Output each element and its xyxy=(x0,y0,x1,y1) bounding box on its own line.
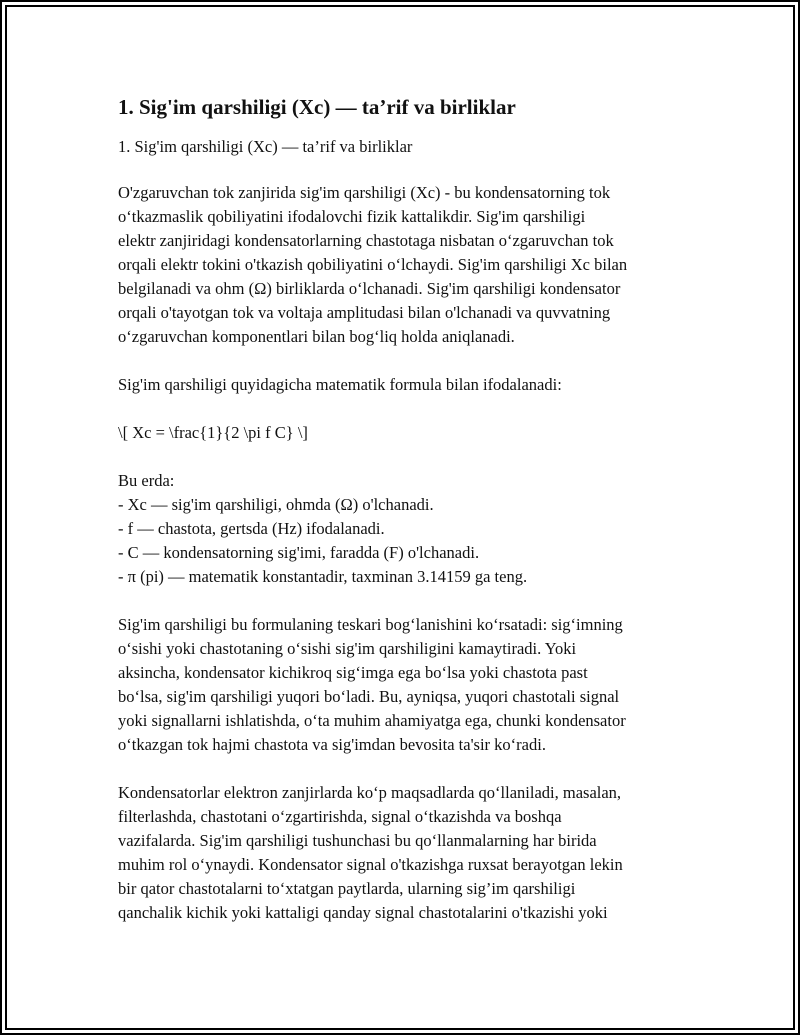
definition-item: - π (pi) — matematik konstantadir, taxminan 3.14159 ga teng. xyxy=(118,567,528,586)
document-subtitle: 1. Sig'im qarshiligi (Xc) — ta’rif va birliklar xyxy=(118,137,413,156)
text-line: filterlashda, chastotani o‘zgartirishda, signal o‘tkazishda va boshqa xyxy=(118,807,562,826)
text-line: yoki signallarni ishlatishda, o‘ta muhim ahamiyatga ega, chunki kondensator xyxy=(118,711,626,730)
text-line: orqali elektr tokini o'tkazish qobiliyatini o‘lchaydi. Sig'im qarshiligi Xc bilan xyxy=(118,255,628,274)
definitions-label: Bu erda: xyxy=(118,471,175,490)
definition-item: - f — chastota, gertsda (Hz) ifodalanadi. xyxy=(118,519,385,538)
document-body xyxy=(118,93,698,949)
text-line: Sig'im qarshiligi bu formulaning teskari bog‘lanishini ko‘rsatadi: sig‘imning xyxy=(118,615,623,634)
paragraph-definition xyxy=(118,181,698,349)
formula-text: \[ Xc = \frac{1}{2 \pi f C} \] xyxy=(118,423,308,442)
text-line: o‘tkazmaslik qobiliyatini ifodalovchi fizik kattalikdir. Sig'im qarshiligi xyxy=(118,207,586,226)
text-line: muhim rol o‘ynaydi. Kondensator signal o'tkazishga ruxsat berayotgan lekin xyxy=(118,855,623,874)
definition-item: - C — kondensatorning sig'imi, faradda (F) o'lchanadi. xyxy=(118,543,480,562)
definition-item: - Xc — sig'im qarshiligi, ohmda (Ω) o'lchanadi. xyxy=(118,495,434,514)
text-line: aksincha, kondensator kichikroq sig‘imga ega bo‘lsa yoki chastota past xyxy=(118,663,588,682)
text-line: orqali o'tayotgan tok va voltaja amplitudasi bilan o'lchanadi va quvvatning xyxy=(118,303,611,322)
paragraph-applications xyxy=(118,781,698,925)
text-line: o‘tkazgan tok hajmi chastota va sig'imdan bevosita ta'sir ko‘radi. xyxy=(118,735,546,754)
text-line: O'zgaruvchan tok zanjirida sig'im qarshiligi (Xc) - bu kondensatorning tok xyxy=(118,183,611,202)
text-line: bir qator chastotalarni to‘xtatgan paytlarda, ularning sig’im qarshiligi xyxy=(118,879,576,898)
text-line: o‘sishi yoki chastotaning o‘sishi sig'im qarshiligini kamaytiradi. Yoki xyxy=(118,639,577,658)
document-heading: 1. Sig'im qarshiligi (Xc) — ta’rif va birliklar xyxy=(118,95,516,119)
text-line: Kondensatorlar elektron zanjirlarda ko‘p maqsadlarda qo‘llaniladi, masalan, xyxy=(118,783,622,802)
text-line: o‘zgaruvchan komponentlari bilan bog‘liq holda aniqlanadi. xyxy=(118,327,515,346)
text-line: belgilanadi va ohm (Ω) birliklarda o‘lchanadi. Sig'im qarshiligi kondensator xyxy=(118,279,621,298)
text-line: bo‘lsa, sig'im qarshiligi yuqori bo‘ladi. Bu, ayniqsa, yuqori chastotali signal xyxy=(118,687,620,706)
definitions-list xyxy=(118,469,698,589)
paragraph-inverse-relation xyxy=(118,613,698,757)
text-line: qanchalik kichik yoki kattaligi qanday signal chastotalarini o'tkazishi yoki xyxy=(118,903,608,922)
text-line: vazifalarda. Sig'im qarshiligi tushunchasi bu qo‘llanmalarning har birida xyxy=(118,831,597,850)
paragraph-formula-intro: Sig'im qarshiligi quyidagicha matematik formula bilan ifodalanadi: xyxy=(118,375,562,394)
text-line: elektr zanjiridagi kondensatorlarning chastotaga nisbatan o‘zgaruvchan tok xyxy=(118,231,614,250)
